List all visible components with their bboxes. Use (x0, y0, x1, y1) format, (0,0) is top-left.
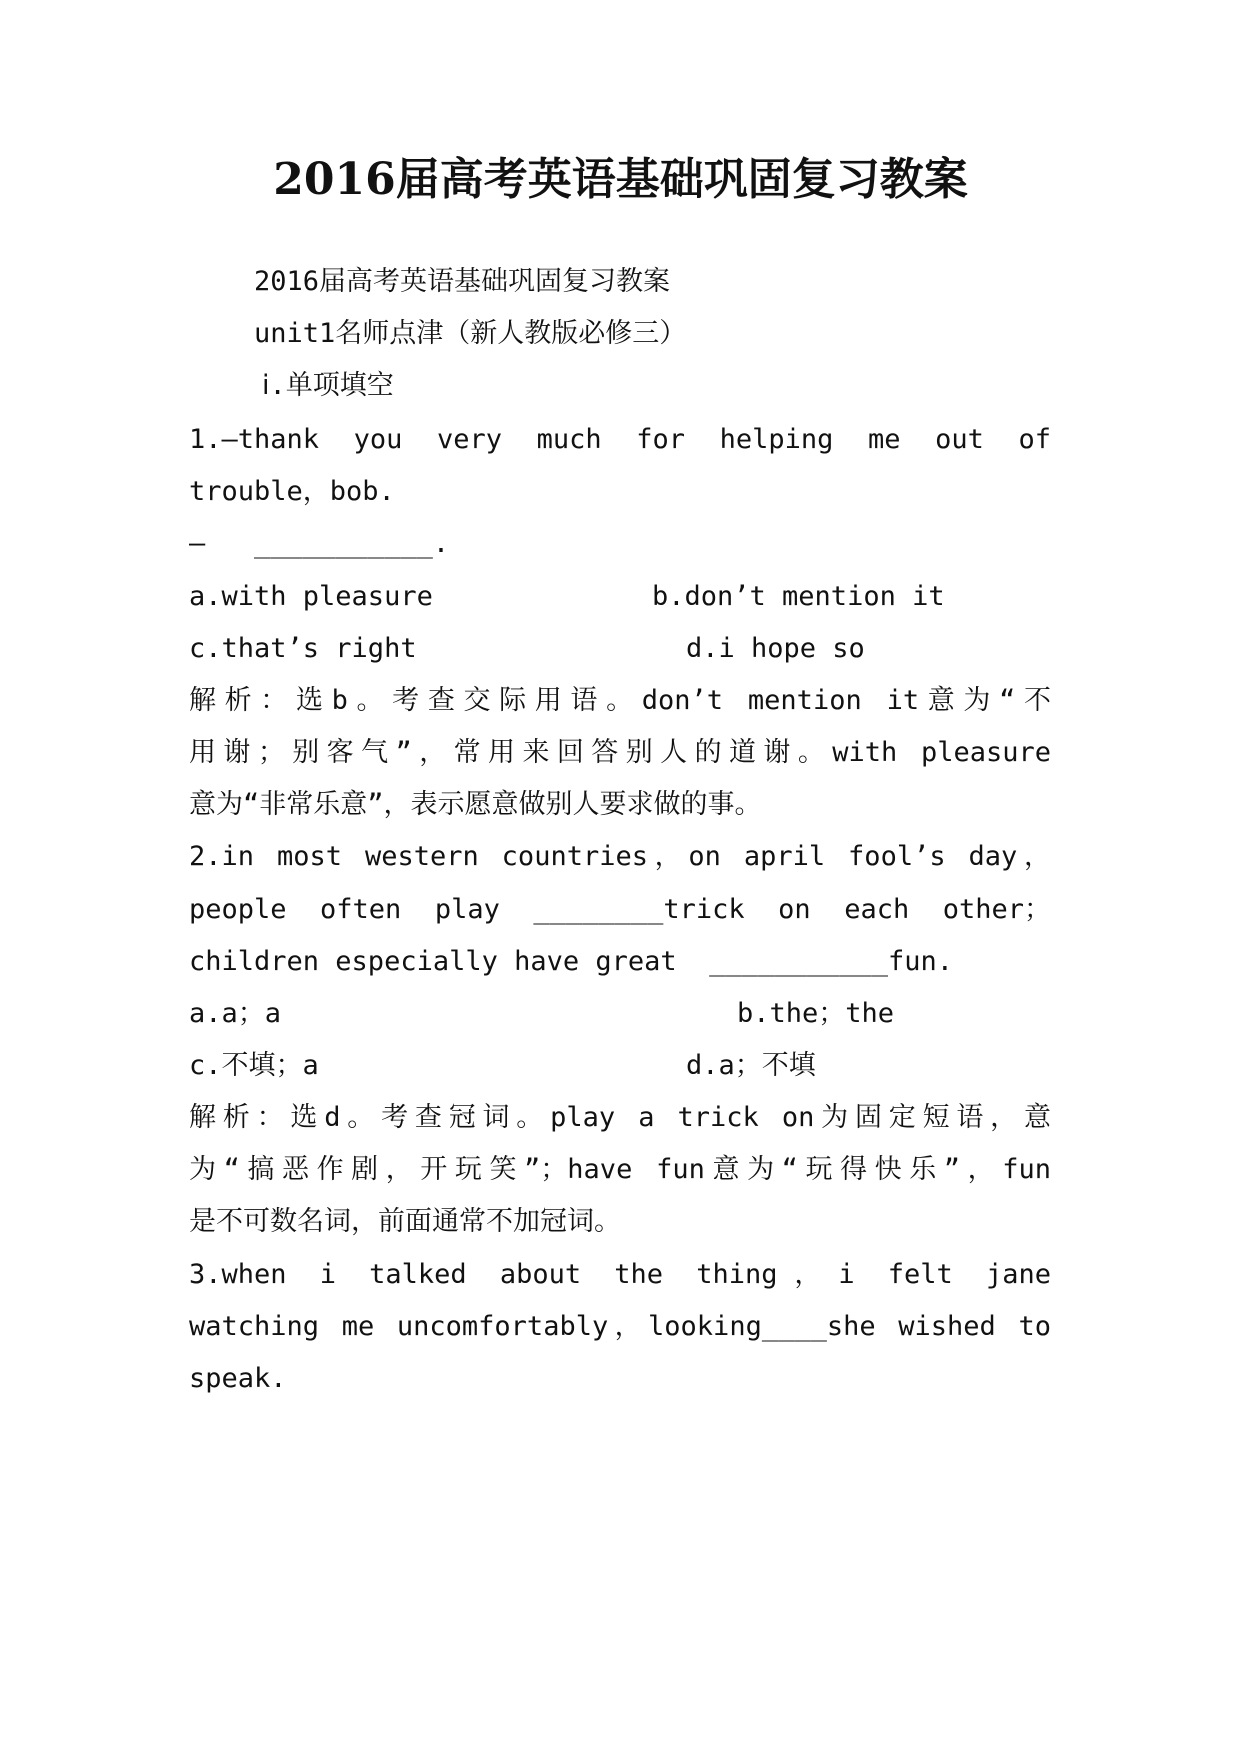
question-1-option-b: b.don’t mention it (652, 581, 945, 612)
section-heading: ⅰ.单项填空 (262, 370, 394, 401)
subtitle: 2016届高考英语基础巩固复习教案 (254, 266, 671, 297)
question-3-stem-line-1: 3.when i talked about the thing，i felt jane (189, 1259, 1051, 1290)
question-1-analysis-line-2: 用谢；别客气”，常用来回答别人的道谢。with pleasure (189, 737, 1051, 768)
question-1-analysis-line-3: 意为“非常乐意”，表示愿意做别人要求做的事。 (189, 789, 762, 820)
question-2-option-a: a.a；a (189, 998, 282, 1029)
question-2-analysis-line-2: 为“搞恶作剧，开玩笑”；have fun意为“玩得快乐”，fun (189, 1154, 1051, 1185)
question-2-option-b: b.the；the (737, 998, 895, 1029)
question-3-stem-line-3: speak. (189, 1363, 287, 1394)
question-3-stem-line-2: watching me uncomfortably，looking____she wished to (189, 1311, 1051, 1342)
question-2-stem-line-3: children especially have great ___________fun. (189, 946, 954, 977)
unit-line: unit1名师点津（新人教版必修三） (254, 318, 687, 349)
question-1-analysis-line-1: 解析：选b。考查交际用语。don’t mention it意为“不 (189, 685, 1051, 716)
question-1-stem-line-1: 1.—thank you very much for helping me out of (189, 424, 1051, 455)
question-2-stem-line-2: people often play ________trick on each other； (189, 894, 1051, 925)
question-1-option-d: d.i hope so (686, 633, 865, 664)
question-1-option-a: a.with pleasure (189, 581, 433, 612)
question-2-option-d: d.a；不填 (686, 1050, 816, 1081)
document-title: 2016届高考英语基础巩固复习教案 (273, 154, 968, 205)
question-2-stem-line-1: 2.in most western countries，on april fool’s day， (189, 841, 1051, 872)
question-1-option-c: c.that’s right (189, 633, 417, 664)
question-1-stem-line-3: — ___________. (189, 528, 450, 559)
question-2-analysis-line-3: 是不可数名词，前面通常不加冠词。 (189, 1206, 621, 1237)
question-1-stem-line-2: trouble，bob. (189, 476, 395, 507)
question-2-analysis-line-1: 解析：选d。考查冠词。play a trick on为固定短语，意 (189, 1102, 1051, 1133)
question-2-option-c: c.不填；a (189, 1050, 319, 1081)
